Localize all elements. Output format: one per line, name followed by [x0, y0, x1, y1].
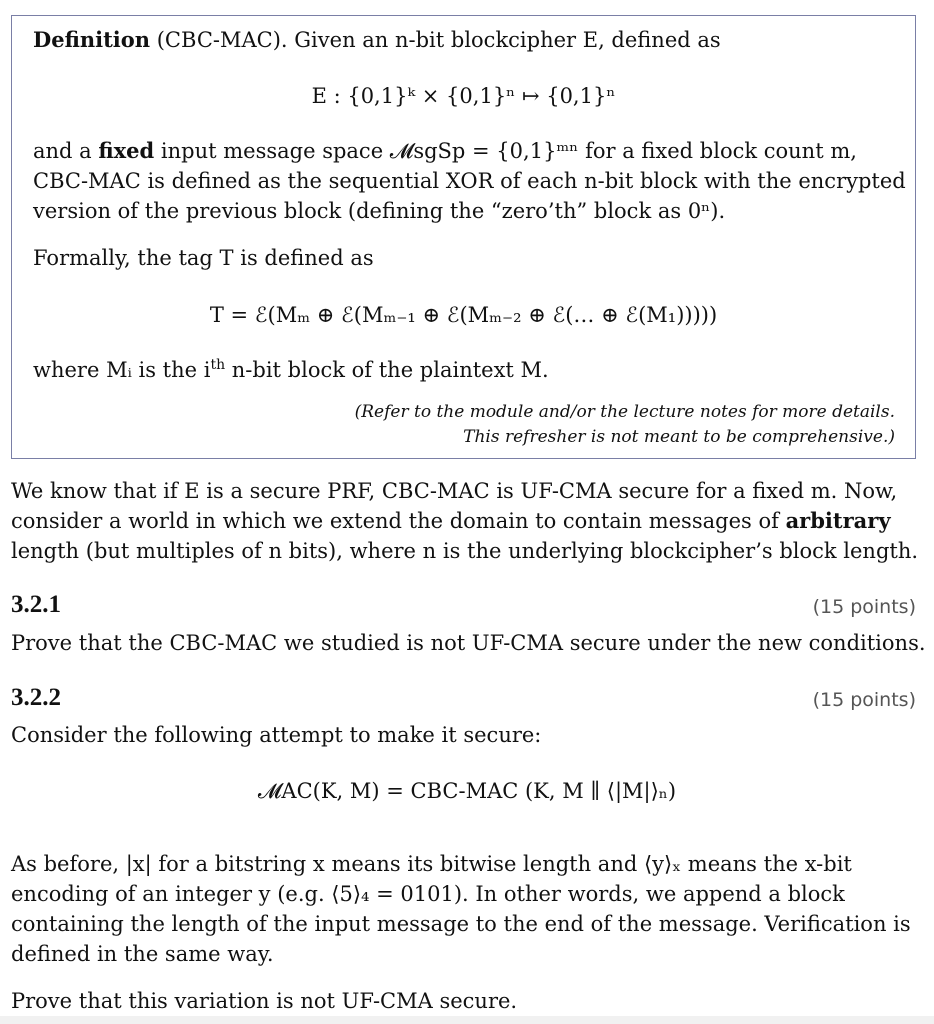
bottom-fade-bar — [0, 1016, 934, 1024]
question-3-2-2-points: (15 points) — [812, 689, 916, 711]
definition-para-line-1 — [33, 137, 857, 165]
question-3-2-2-number: 3.2.2 — [11, 684, 61, 711]
definition-box — [11, 15, 916, 459]
q2-para-line-2: encoding of an integer y (e.g. ⟨5⟩₄ = 0101). In other words, we append a block — [11, 882, 845, 906]
refer-note-1: (Refer to the module and/or the lecture notes for more details. — [354, 402, 895, 422]
intro-line-2 — [11, 507, 891, 535]
q2-final-instruction: Prove that this variation is not UF-CMA secure. — [11, 989, 518, 1013]
definition-para-line-3: version of the previous block (defining the “zero’th” block as 0ⁿ). — [33, 199, 726, 223]
definition-para-pre: and a — [33, 139, 92, 163]
where-line — [33, 356, 549, 384]
intro-line-2-pre: consider a world in which we extend the domain to contain messages of — [11, 509, 779, 533]
question-3-2-2-text: Consider the following attempt to make it secure: — [11, 723, 542, 747]
definition-para-bold: fixed — [98, 138, 155, 163]
intro-line-2-bold: arbitrary — [785, 508, 891, 533]
definition-heading — [33, 26, 721, 54]
refer-note-2: This refresher is not meant to be comprehensive.) — [463, 427, 895, 447]
where-pre: where Mᵢ is the i — [33, 358, 211, 382]
question-3-2-1-text: Prove that the CBC-MAC we studied is not UF-CMA secure under the new conditions. — [11, 631, 926, 655]
intro-line-1: We know that if E is a secure PRF, CBC-MAC is UF-CMA secure for a fixed m. Now, — [11, 479, 898, 503]
where-sup: th — [210, 357, 226, 373]
q2-para-line-4: defined in the same way. — [11, 942, 274, 966]
question-3-2-1-number: 3.2.1 — [11, 591, 61, 618]
blockcipher-equation: E : {0,1}ᵏ × {0,1}ⁿ ↦ {0,1}ⁿ — [311, 84, 616, 108]
definition-intro: Given an n-bit blockcipher E, defined as — [294, 28, 721, 52]
mac-equation: 𝓜AC(K, M) = CBC-MAC (K, M ∥ ⟨|M|⟩ₙ) — [257, 779, 677, 803]
q2-para-line-1: As before, |x| for a bitstring x means its bitwise length and ⟨y⟩ₓ means the x-bit — [11, 852, 852, 876]
definition-label: Definition — [33, 27, 151, 52]
tag-equation: T = ℰ(Mₘ ⊕ ℰ(Mₘ₋₁ ⊕ ℰ(Mₘ₋₂ ⊕ ℰ(… ⊕ ℰ(M₁))))) — [209, 303, 718, 327]
question-3-2-1-points: (15 points) — [812, 596, 916, 618]
definition-para-line-2: CBC-MAC is defined as the sequential XOR of each n-bit block with the encrypted — [33, 169, 906, 193]
q2-para-line-3: containing the length of the input message to the end of the message. Verification is — [11, 912, 911, 936]
intro-line-3: length (but multiples of n bits), where n is the underlying blockcipher’s block length. — [11, 539, 919, 563]
definition-para-post: input message space 𝓜sgSp = {0,1}ᵐⁿ for a fixed block count m, — [160, 139, 857, 163]
formally-text: Formally, the tag T is defined as — [33, 246, 374, 270]
definition-name: (CBC-MAC). — [156, 28, 288, 52]
where-post: n-bit block of the plaintext M. — [231, 358, 549, 382]
